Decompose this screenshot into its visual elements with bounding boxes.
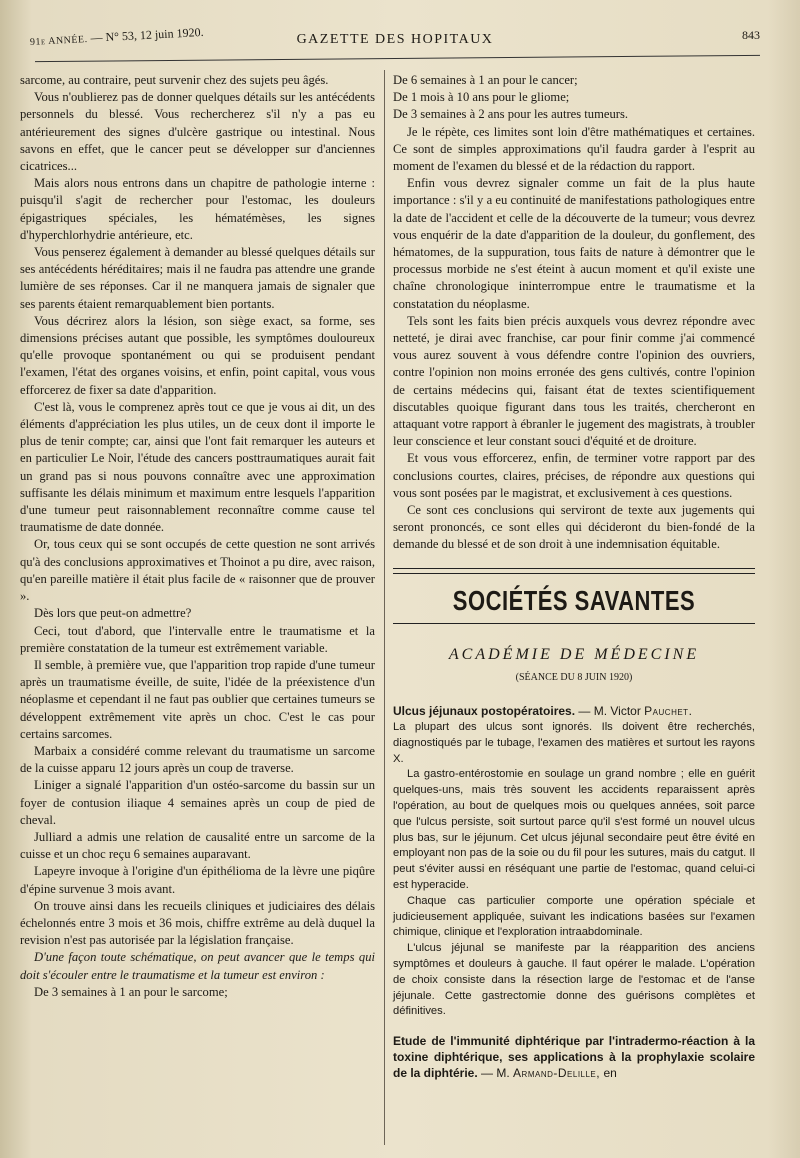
academy-heading: ACADÉMIE DE MÉDECINE	[448, 645, 700, 663]
paragraph: Or, tous ceux qui se sont occupés de cette question ne sont arrivés qu'à des conclusions approximatives et Thoinot a pu dire, avec raison, qu'en pareille matière il était plus facile de « raisonner que de prouver ».	[20, 537, 375, 604]
year-label: 91e ANNÉE.	[29, 33, 88, 48]
paragraph: On trouve ainsi dans les recueils cliniques et judiciaires des délais échelonnés entre 3 mois et 36 mois, chiffre extrême au delà duquel la revision n'est pas autorisée par la législation française.	[20, 898, 375, 948]
paper-title-line	[393, 704, 755, 720]
left-column	[20, 72, 375, 1001]
paragraph: D'une façon toute schématique, on peut avancer que le temps qui doit s'écouler entre le traumatisme et la tumeur est environ :	[20, 950, 375, 982]
paragraph: Ceci, tout d'abord, que l'intervalle entre le traumatisme et la première constatation de la tumeur est extrêmement variable.	[20, 623, 375, 655]
paragraph: Vous penserez également à demander au blessé quelques détails sur ses antécédents héréditaires; mais il ne faudra pas attendre une grande lumière de ses réponses. Car il ne manquera jamais de signaler que ses parents étaient remarquablement bien portants.	[20, 245, 375, 311]
paper-title: Ulcus jéjunaux postopératoires.	[393, 704, 576, 719]
paragraph: Et vous vous efforcerez, enfin, de terminer votre rapport par des conclusions courtes, claires, précises, de répondre aux questions qui vous sont posées par le magistrat, et exclusivement à ces questions.	[393, 451, 755, 500]
paper-continuation: en	[600, 1065, 617, 1080]
author-prefix: — M. Victor	[575, 704, 645, 719]
paragraph: Vous n'oublierez pas de donner quelques détails sur les antécédents personnels du blessé. Vous rechercherez s'il n'y a pas eu antérieurement des signes d'ulcère gastrique ou intestinal. Nous savons en effet, que le cancer peut se développer sur d'anciennes cicatrices...	[20, 90, 375, 174]
paragraph: Tels sont les faits bien précis auxquels vous devrez répondre avec netteté, je dirai avec franchise, car pour finir comme j'ai commencé vous aurez souvent à vous défendre contre l'opinion des ouvriers, contre l'opinion non moins erronée des gens cultivés, contre l'opinion de certains médecins qui, faisant état de textes scientifiquement discutables quoique figurant dans tous les traités, chercheront en attaquant votre rapport à ébranler le jugement des magistrats, à troubler leur conscience et leur constant souci d'équité et de droiture.	[393, 313, 755, 449]
section-separator	[393, 568, 755, 574]
column-divider	[384, 70, 385, 1145]
paragraph: C'est là, vous le comprenez après tout ce que je vous ai dit, un des éléments d'appréciation les plus utiles, un de ceux dont il importe le plus de tenir compte; car, ainsi que l'ont fait remarquer les auteurs et en particulier Le Noir, l'étude des cancers posttraumatiques aurait fait un grand pas si nous pouvons connaître avec une approximation suffisante les délais minimum et maximum entre lesquels l'apparition d'une tumeur peut raisonnablement reconnaître comme cause tel traumatisme de date donnée.	[20, 399, 375, 535]
author-prefix: — M.	[477, 1065, 514, 1080]
page-header	[29, 24, 760, 56]
paragraph: Marbaix a considéré comme relevant du traumatisme un sarcome de la cuisse apparu 12 jours après un coup de traverse.	[20, 743, 375, 776]
page-number: 843	[742, 28, 760, 42]
paragraph: Mais alors nous entrons dans un chapitre de pathologie interne : puisqu'il s'agit de rechercher pour l'estomac, les douleurs épigastriques spéciales, les hématémèses, les signes d'hyperchlorhydrie antérieure, etc.	[20, 176, 375, 242]
paper-paragraph: Chaque cas particulier comporte une opération spéciale et judicieusement appliquée, suivant les indications basées sur l'examen chimique, clinique et l'exploration intraabdominale.	[393, 894, 755, 939]
paper-paragraph: L'ulcus jéjunal se manifeste par la réapparition des anciens symptômes et douleurs à gauche. Il faut opérer le malade. L'opération de choix consiste dans la résection large de l'estomac et de l'anse jéjunale. Cette gastrectomie donne des guérisons complètes et définitives.	[393, 942, 755, 1018]
paragraph: sarcome, au contraire, peut survenir chez des sujets peu âgés.	[20, 73, 329, 87]
paragraph: Vous décrirez alors la lésion, son siège exact, sa forme, ses dimensions précises autant que possible, les symptômes douloureux qu'elle provoque spontanément ou qui se produisent pendant l'examen, l'état des organes voisins, et enfin, point capital, vous vous efforcerez de fixer sa date d'apparition.	[20, 313, 375, 397]
paragraph: Liniger a signalé l'apparition d'un ostéo-sarcome du bassin sur un foyer de contusion iliaque 4 semaines après un coup de pied de cheval.	[20, 778, 375, 827]
section-title: SOCIÉTÉS SAVANTES	[452, 584, 696, 616]
paper-title: Etude de l'immunité diphtérique par l'intradermo-réaction à la toxine diphtérique, ses applications à la prophylaxie scolaire de la diphtérie.	[393, 1034, 755, 1080]
paper-paragraph: La plupart des ulcus sont ignorés. Ils doivent être recherchés, diagnostiqués par le tubage, l'examen des matières et surtout les rayons X.	[393, 721, 755, 765]
session-date: (SÉANCE DU 8 JUIN 1920)	[515, 672, 633, 684]
journal-title: GAZETTE DES HOPITAUX	[296, 32, 494, 47]
section-title-rule	[393, 623, 755, 624]
list-item: De 1 mois à 10 ans pour le gliome;	[393, 90, 570, 105]
paper-ulcus-jejunaux	[393, 704, 755, 1020]
paragraph: Julliard a admis une relation de causalité entre un sarcome de la cuisse et un choc reçu 6 semaines auparavant.	[20, 829, 375, 862]
delay-list	[393, 72, 755, 124]
paragraph: Lapeyre invoque à l'origine d'un épithélioma de la lèvre une piqûre d'épine survenue 3 mois avant.	[20, 864, 375, 896]
list-item: De 3 semaines à 2 ans pour les autres tumeurs.	[393, 107, 629, 122]
paper-immunite-diphterique	[393, 1034, 755, 1081]
paper-paragraph: La gastro-entérostomie en soulage un grand nombre ; elle en guérit quelques-uns, mais très souvent les accidents reparaissent après l'opération, au bout de quelques mois ou quelques années, soit parce que l'ulcus persiste, soit surtout parce qu'il s'est formé un nouvel ulcus plus bas, sur le jéjunum. Cet ulcus jéjunal secondaire peut être évité en employant non pas de la soie ou du fil pour les sutures, mais du catgut. Il peut s'éviter aussi en réséquant une partie de l'estomac, quand celui-ci est hyperacide.	[393, 768, 755, 892]
paragraph: De 3 semaines à 1 an pour le sarcome;	[34, 984, 228, 999]
list-item: De 6 semaines à 1 an pour le cancer;	[393, 73, 578, 87]
paper-title-line	[393, 1034, 755, 1081]
paragraph: Dès lors que peut-on admettre?	[34, 606, 192, 621]
paper-author: Armand-Delille,	[513, 1065, 601, 1080]
paper-author: Pauchet.	[644, 704, 693, 719]
paragraph: Je le répète, ces limites sont loin d'être mathématiques et certaines. Ce sont de simples approximations qu'il faudra garder à l'esprit au moment de l'examen du blessé et de la rédaction du rapport.	[393, 124, 755, 174]
paragraph: Enfin vous devrez signaler comme un fait de la plus haute importance : s'il y a eu continuité de manifestations pathologiques entre la date de l'accident et celle de la découverte de la tumeur; vous devrez vous enquérir de la date d'apparition de la douleur, du gonflement, des hématomes, de la suppuration, tous faits de nature à démontrer que le processus morbide ne s'est éteint à aucun moment et qu'il existe une chaîne chronologique ininterrompue entre le traumatisme et la constatation du néoplasme.	[393, 176, 755, 311]
paragraph: Il semble, à première vue, que l'apparition trop rapide d'une tumeur après un traumatisme éveille, de suite, l'idée de la préexistence d'un néoplasme et cependant il ne faut pas oublier que certaines tumeurs se développent extrêmement vite après un choc. C'est le cas pour certains sarcomes.	[20, 657, 375, 741]
paragraph: Ce sont ces conclusions qui serviront de texte aux jugements qui seront prononcés, ce sont elles qui décideront du bien-fondé de la demande du blessé et de son droit à une indemnisation équitable.	[393, 503, 755, 552]
issue-number: — N° 53, 12 juin 1920.	[90, 24, 204, 45]
right-column	[393, 72, 755, 1082]
